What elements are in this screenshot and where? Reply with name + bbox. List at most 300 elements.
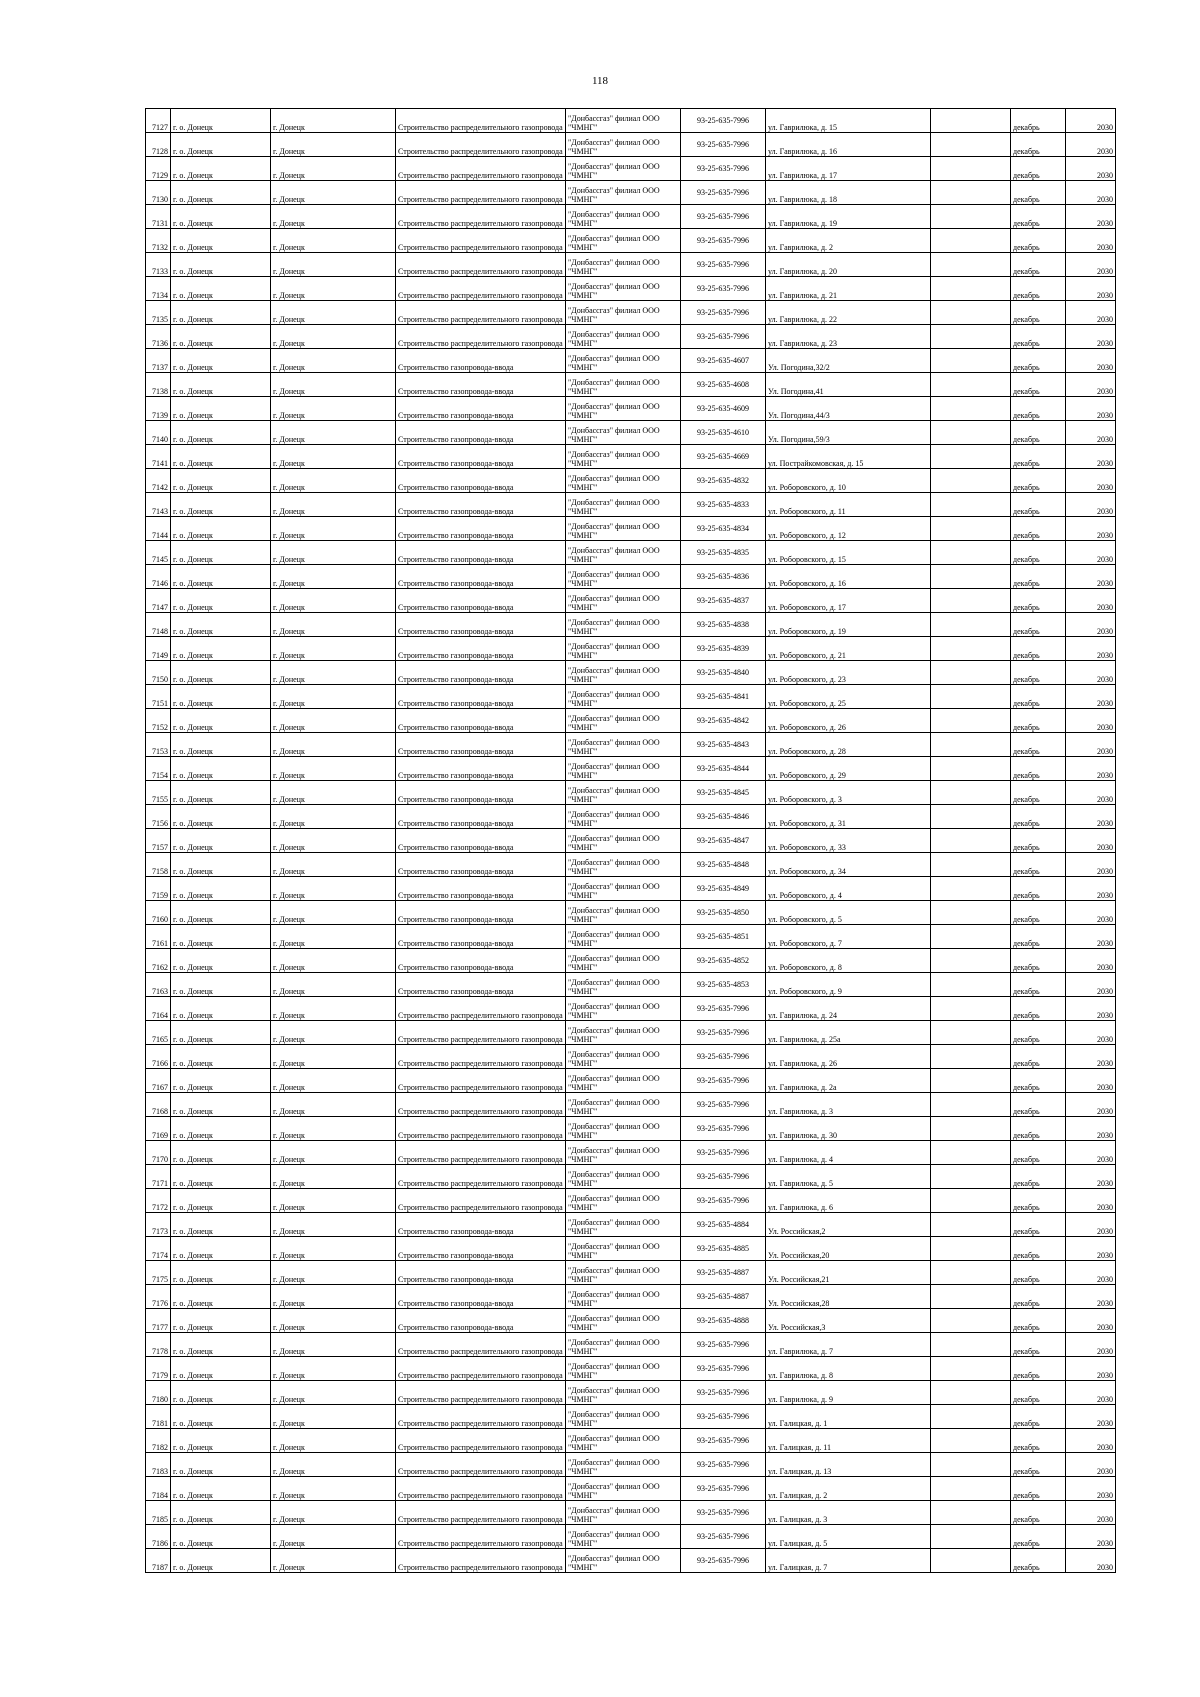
extra-cell <box>931 1405 1011 1429</box>
district-cell: г. о. Донецк <box>171 133 271 157</box>
row-number-cell: 7127 <box>146 109 171 133</box>
work-type-cell: Строительство газопровода-ввода <box>396 853 566 877</box>
settlement-cell: г. Донецк <box>271 1285 396 1309</box>
settlement-cell: г. Донецк <box>271 421 396 445</box>
object-code-cell: 93-25-635-4834 <box>681 517 766 541</box>
year-cell: 2030 <box>1066 277 1116 301</box>
row-number-cell: 7163 <box>146 973 171 997</box>
organization-cell: "Донбассгаз" филиал ООО "ЧМНГ" <box>566 1117 681 1141</box>
table-row <box>146 1117 1116 1141</box>
table-row <box>146 493 1116 517</box>
object-code-cell: 93-25-635-4832 <box>681 469 766 493</box>
object-code-cell: 93-25-635-7996 <box>681 253 766 277</box>
address-cell: ул. Гаврилюка, д. 3 <box>766 1093 931 1117</box>
table-row <box>146 1021 1116 1045</box>
row-number-cell: 7186 <box>146 1525 171 1549</box>
settlement-cell: г. Донецк <box>271 1429 396 1453</box>
row-number-cell: 7134 <box>146 277 171 301</box>
table-row <box>146 1333 1116 1357</box>
year-cell: 2030 <box>1066 1405 1116 1429</box>
work-type-cell: Строительство распределительного газопровода <box>396 133 566 157</box>
month-cell: декабрь <box>1011 829 1066 853</box>
address-cell: Ул. Российская,20 <box>766 1237 931 1261</box>
settlement-cell: г. Донецк <box>271 853 396 877</box>
object-code-cell: 93-25-635-7996 <box>681 1045 766 1069</box>
district-cell: г. о. Донецк <box>171 733 271 757</box>
work-type-cell: Строительство распределительного газопровода <box>396 1117 566 1141</box>
extra-cell <box>931 1333 1011 1357</box>
year-cell: 2030 <box>1066 133 1116 157</box>
settlement-cell: г. Донецк <box>271 469 396 493</box>
year-cell: 2030 <box>1066 757 1116 781</box>
organization-cell: "Донбассгаз" филиал ООО "ЧМНГ" <box>566 805 681 829</box>
month-cell: декабрь <box>1011 205 1066 229</box>
month-cell: декабрь <box>1011 1045 1066 1069</box>
extra-cell <box>931 853 1011 877</box>
district-cell: г. о. Донецк <box>171 1525 271 1549</box>
year-cell: 2030 <box>1066 565 1116 589</box>
year-cell: 2030 <box>1066 1141 1116 1165</box>
district-cell: г. о. Донецк <box>171 1405 271 1429</box>
object-code-cell: 93-25-635-4840 <box>681 661 766 685</box>
object-code-cell: 93-25-635-7996 <box>681 133 766 157</box>
object-code-cell: 93-25-635-4669 <box>681 445 766 469</box>
extra-cell <box>931 133 1011 157</box>
address-cell: ул. Гаврилюка, д. 2 <box>766 229 931 253</box>
table-row <box>146 1237 1116 1261</box>
district-cell: г. о. Донецк <box>171 205 271 229</box>
row-number-cell: 7175 <box>146 1261 171 1285</box>
table-row <box>146 349 1116 373</box>
extra-cell <box>931 997 1011 1021</box>
month-cell: декабрь <box>1011 1549 1066 1573</box>
row-number-cell: 7130 <box>146 181 171 205</box>
year-cell: 2030 <box>1066 709 1116 733</box>
organization-cell: "Донбассгаз" филиал ООО "ЧМНГ" <box>566 253 681 277</box>
work-type-cell: Строительство газопровода-ввода <box>396 637 566 661</box>
object-code-cell: 93-25-635-4836 <box>681 565 766 589</box>
address-cell: ул. Галицкая, д. 7 <box>766 1549 931 1573</box>
settlement-cell: г. Донецк <box>271 1477 396 1501</box>
month-cell: декабрь <box>1011 133 1066 157</box>
organization-cell: "Донбассгаз" филиал ООО "ЧМНГ" <box>566 829 681 853</box>
address-cell: ул. Гаврилюка, д. 23 <box>766 325 931 349</box>
object-code-cell: 93-25-635-7996 <box>681 1189 766 1213</box>
work-type-cell: Строительство газопровода-ввода <box>396 565 566 589</box>
organization-cell: "Донбассгаз" филиал ООО "ЧМНГ" <box>566 709 681 733</box>
work-type-cell: Строительство распределительного газопровода <box>396 253 566 277</box>
month-cell: декабрь <box>1011 1429 1066 1453</box>
row-number-cell: 7132 <box>146 229 171 253</box>
district-cell: г. о. Донецк <box>171 157 271 181</box>
row-number-cell: 7151 <box>146 685 171 709</box>
settlement-cell: г. Донецк <box>271 349 396 373</box>
month-cell: декабрь <box>1011 1285 1066 1309</box>
work-type-cell: Строительство газопровода-ввода <box>396 1237 566 1261</box>
month-cell: декабрь <box>1011 733 1066 757</box>
address-cell: Ул. Российская,3 <box>766 1309 931 1333</box>
object-code-cell: 93-25-635-4846 <box>681 805 766 829</box>
address-cell: Ул. Погодина,32/2 <box>766 349 931 373</box>
row-number-cell: 7146 <box>146 565 171 589</box>
year-cell: 2030 <box>1066 853 1116 877</box>
settlement-cell: г. Донецк <box>271 109 396 133</box>
month-cell: декабрь <box>1011 109 1066 133</box>
settlement-cell: г. Донецк <box>271 1261 396 1285</box>
row-number-cell: 7170 <box>146 1141 171 1165</box>
month-cell: декабрь <box>1011 1189 1066 1213</box>
table-row <box>146 1261 1116 1285</box>
organization-cell: "Донбассгаз" филиал ООО "ЧМНГ" <box>566 397 681 421</box>
extra-cell <box>931 949 1011 973</box>
address-cell: ул. Гаврилюка, д. 4 <box>766 1141 931 1165</box>
district-cell: г. о. Донецк <box>171 829 271 853</box>
organization-cell: "Донбассгаз" филиал ООО "ЧМНГ" <box>566 1165 681 1189</box>
row-number-cell: 7183 <box>146 1453 171 1477</box>
table-row <box>146 781 1116 805</box>
extra-cell <box>931 973 1011 997</box>
address-cell: ул. Гаврилюка, д. 17 <box>766 157 931 181</box>
address-cell: Ул. Российская,21 <box>766 1261 931 1285</box>
settlement-cell: г. Донецк <box>271 1309 396 1333</box>
extra-cell <box>931 493 1011 517</box>
row-number-cell: 7153 <box>146 733 171 757</box>
work-type-cell: Строительство газопровода-ввода <box>396 781 566 805</box>
object-code-cell: 93-25-635-7996 <box>681 277 766 301</box>
extra-cell <box>931 421 1011 445</box>
district-cell: г. о. Донецк <box>171 109 271 133</box>
year-cell: 2030 <box>1066 301 1116 325</box>
object-code-cell: 93-25-635-4835 <box>681 541 766 565</box>
row-number-cell: 7178 <box>146 1333 171 1357</box>
row-number-cell: 7131 <box>146 205 171 229</box>
work-type-cell: Строительство газопровода-ввода <box>396 589 566 613</box>
row-number-cell: 7174 <box>146 1237 171 1261</box>
work-type-cell: Строительство распределительного газопровода <box>396 1453 566 1477</box>
district-cell: г. о. Донецк <box>171 1021 271 1045</box>
row-number-cell: 7171 <box>146 1165 171 1189</box>
month-cell: декабрь <box>1011 229 1066 253</box>
extra-cell <box>931 661 1011 685</box>
month-cell: декабрь <box>1011 157 1066 181</box>
extra-cell <box>931 229 1011 253</box>
address-cell: ул. Гаврилюка, д. 8 <box>766 1357 931 1381</box>
table-row <box>146 1381 1116 1405</box>
work-type-cell: Строительство распределительного газопровода <box>396 1501 566 1525</box>
organization-cell: "Донбассгаз" филиал ООО "ЧМНГ" <box>566 1093 681 1117</box>
settlement-cell: г. Донецк <box>271 373 396 397</box>
address-cell: ул. Гаврилюка, д. 19 <box>766 205 931 229</box>
row-number-cell: 7154 <box>146 757 171 781</box>
year-cell: 2030 <box>1066 1357 1116 1381</box>
row-number-cell: 7150 <box>146 661 171 685</box>
table-row <box>146 1453 1116 1477</box>
table-row <box>146 1477 1116 1501</box>
row-number-cell: 7129 <box>146 157 171 181</box>
row-number-cell: 7180 <box>146 1381 171 1405</box>
work-type-cell: Строительство газопровода-ввода <box>396 685 566 709</box>
district-cell: г. о. Донецк <box>171 1237 271 1261</box>
object-code-cell: 93-25-635-7996 <box>681 1141 766 1165</box>
row-number-cell: 7172 <box>146 1189 171 1213</box>
extra-cell <box>931 1165 1011 1189</box>
organization-cell: "Донбассгаз" филиал ООО "ЧМНГ" <box>566 1333 681 1357</box>
table-row <box>146 589 1116 613</box>
row-number-cell: 7168 <box>146 1093 171 1117</box>
month-cell: декабрь <box>1011 853 1066 877</box>
address-cell: ул. Гаврилюка, д. 24 <box>766 997 931 1021</box>
district-cell: г. о. Донецк <box>171 1165 271 1189</box>
extra-cell <box>931 1117 1011 1141</box>
year-cell: 2030 <box>1066 661 1116 685</box>
address-cell: ул. Гаврилюка, д. 6 <box>766 1189 931 1213</box>
work-type-cell: Строительство распределительного газопровода <box>396 997 566 1021</box>
table-row <box>146 277 1116 301</box>
organization-cell: "Донбассгаз" филиал ООО "ЧМНГ" <box>566 613 681 637</box>
organization-cell: "Донбассгаз" филиал ООО "ЧМНГ" <box>566 1069 681 1093</box>
district-cell: г. о. Донецк <box>171 661 271 685</box>
object-code-cell: 93-25-635-7996 <box>681 1069 766 1093</box>
organization-cell: "Донбассгаз" филиал ООО "ЧМНГ" <box>566 325 681 349</box>
work-type-cell: Строительство распределительного газопровода <box>396 109 566 133</box>
row-number-cell: 7128 <box>146 133 171 157</box>
row-number-cell: 7142 <box>146 469 171 493</box>
district-cell: г. о. Донецк <box>171 877 271 901</box>
row-number-cell: 7136 <box>146 325 171 349</box>
year-cell: 2030 <box>1066 1021 1116 1045</box>
row-number-cell: 7155 <box>146 781 171 805</box>
work-type-cell: Строительство газопровода-ввода <box>396 805 566 829</box>
extra-cell <box>931 1261 1011 1285</box>
year-cell: 2030 <box>1066 1381 1116 1405</box>
extra-cell <box>931 1069 1011 1093</box>
row-number-cell: 7152 <box>146 709 171 733</box>
work-type-cell: Строительство газопровода-ввода <box>396 613 566 637</box>
organization-cell: "Донбассгаз" филиал ООО "ЧМНГ" <box>566 1429 681 1453</box>
extra-cell <box>931 181 1011 205</box>
organization-cell: "Донбассгаз" филиал ООО "ЧМНГ" <box>566 781 681 805</box>
month-cell: декабрь <box>1011 325 1066 349</box>
address-cell: ул. Роборовского, д. 3 <box>766 781 931 805</box>
settlement-cell: г. Донецк <box>271 781 396 805</box>
organization-cell: "Донбассгаз" филиал ООО "ЧМНГ" <box>566 1477 681 1501</box>
month-cell: декабрь <box>1011 1117 1066 1141</box>
object-code-cell: 93-25-635-7996 <box>681 1381 766 1405</box>
organization-cell: "Донбассгаз" филиал ООО "ЧМНГ" <box>566 733 681 757</box>
address-cell: Ул. Российская,28 <box>766 1285 931 1309</box>
year-cell: 2030 <box>1066 325 1116 349</box>
extra-cell <box>931 1525 1011 1549</box>
settlement-cell: г. Донецк <box>271 661 396 685</box>
work-type-cell: Строительство газопровода-ввода <box>396 421 566 445</box>
month-cell: декабрь <box>1011 277 1066 301</box>
table-row <box>146 301 1116 325</box>
table-row <box>146 661 1116 685</box>
district-cell: г. о. Донецк <box>171 781 271 805</box>
table-row <box>146 541 1116 565</box>
district-cell: г. о. Донецк <box>171 1045 271 1069</box>
object-code-cell: 93-25-635-7996 <box>681 1549 766 1573</box>
extra-cell <box>931 1021 1011 1045</box>
work-type-cell: Строительство распределительного газопровода <box>396 181 566 205</box>
table-row <box>146 1189 1116 1213</box>
settlement-cell: г. Донецк <box>271 1045 396 1069</box>
month-cell: декабрь <box>1011 613 1066 637</box>
year-cell: 2030 <box>1066 1477 1116 1501</box>
month-cell: декабрь <box>1011 1165 1066 1189</box>
year-cell: 2030 <box>1066 973 1116 997</box>
year-cell: 2030 <box>1066 109 1116 133</box>
table-row <box>146 205 1116 229</box>
row-number-cell: 7179 <box>146 1357 171 1381</box>
object-code-cell: 93-25-635-7996 <box>681 109 766 133</box>
year-cell: 2030 <box>1066 1453 1116 1477</box>
year-cell: 2030 <box>1066 805 1116 829</box>
row-number-cell: 7169 <box>146 1117 171 1141</box>
month-cell: декабрь <box>1011 301 1066 325</box>
extra-cell <box>931 637 1011 661</box>
settlement-cell: г. Донецк <box>271 397 396 421</box>
organization-cell: "Донбассгаз" филиал ООО "ЧМНГ" <box>566 229 681 253</box>
district-cell: г. о. Донецк <box>171 1453 271 1477</box>
settlement-cell: г. Донецк <box>271 973 396 997</box>
extra-cell <box>931 709 1011 733</box>
organization-cell: "Донбассгаз" филиал ООО "ЧМНГ" <box>566 949 681 973</box>
district-cell: г. о. Донецк <box>171 1381 271 1405</box>
organization-cell: "Донбассгаз" филиал ООО "ЧМНГ" <box>566 277 681 301</box>
address-cell: Ул. Погодина,41 <box>766 373 931 397</box>
work-type-cell: Строительство распределительного газопровода <box>396 277 566 301</box>
table-row <box>146 157 1116 181</box>
work-type-cell: Строительство газопровода-ввода <box>396 877 566 901</box>
year-cell: 2030 <box>1066 1189 1116 1213</box>
object-code-cell: 93-25-635-7996 <box>681 1477 766 1501</box>
table-row <box>146 1429 1116 1453</box>
month-cell: декабрь <box>1011 901 1066 925</box>
organization-cell: "Донбассгаз" филиал ООО "ЧМНГ" <box>566 901 681 925</box>
extra-cell <box>931 1357 1011 1381</box>
table-row <box>146 325 1116 349</box>
object-code-cell: 93-25-635-7996 <box>681 1165 766 1189</box>
year-cell: 2030 <box>1066 1237 1116 1261</box>
object-code-cell: 93-25-635-4833 <box>681 493 766 517</box>
district-cell: г. о. Донецк <box>171 757 271 781</box>
page-number: 118 <box>591 75 609 87</box>
object-code-cell: 93-25-635-4850 <box>681 901 766 925</box>
district-cell: г. о. Донецк <box>171 541 271 565</box>
year-cell: 2030 <box>1066 1309 1116 1333</box>
year-cell: 2030 <box>1066 349 1116 373</box>
address-cell: ул. Гаврилюка, д. 26 <box>766 1045 931 1069</box>
month-cell: декабрь <box>1011 685 1066 709</box>
address-cell: ул. Гаврилюка, д. 21 <box>766 277 931 301</box>
row-number-cell: 7135 <box>146 301 171 325</box>
organization-cell: "Донбассгаз" филиал ООО "ЧМНГ" <box>566 997 681 1021</box>
work-type-cell: Строительство распределительного газопровода <box>396 1405 566 1429</box>
year-cell: 2030 <box>1066 469 1116 493</box>
settlement-cell: г. Донецк <box>271 685 396 709</box>
settlement-cell: г. Донецк <box>271 613 396 637</box>
row-number-cell: 7138 <box>146 373 171 397</box>
row-number-cell: 7173 <box>146 1213 171 1237</box>
table-row <box>146 1525 1116 1549</box>
table-row <box>146 1045 1116 1069</box>
organization-cell: "Донбассгаз" филиал ООО "ЧМНГ" <box>566 661 681 685</box>
month-cell: декабрь <box>1011 445 1066 469</box>
table-row <box>146 997 1116 1021</box>
month-cell: декабрь <box>1011 1093 1066 1117</box>
extra-cell <box>931 541 1011 565</box>
year-cell: 2030 <box>1066 949 1116 973</box>
district-cell: г. о. Донецк <box>171 1141 271 1165</box>
extra-cell <box>931 565 1011 589</box>
address-cell: ул. Галицкая, д. 11 <box>766 1429 931 1453</box>
table-row <box>146 901 1116 925</box>
extra-cell <box>931 1309 1011 1333</box>
extra-cell <box>931 589 1011 613</box>
organization-cell: "Донбассгаз" филиал ООО "ЧМНГ" <box>566 1309 681 1333</box>
address-cell: ул. Роборовского, д. 28 <box>766 733 931 757</box>
district-cell: г. о. Донецк <box>171 397 271 421</box>
year-cell: 2030 <box>1066 253 1116 277</box>
object-code-cell: 93-25-635-4884 <box>681 1213 766 1237</box>
work-type-cell: Строительство газопровода-ввода <box>396 709 566 733</box>
organization-cell: "Донбассгаз" филиал ООО "ЧМНГ" <box>566 1549 681 1573</box>
table-row <box>146 925 1116 949</box>
object-code-cell: 93-25-635-4847 <box>681 829 766 853</box>
year-cell: 2030 <box>1066 1429 1116 1453</box>
settlement-cell: г. Донецк <box>271 157 396 181</box>
settlement-cell: г. Донецк <box>271 901 396 925</box>
month-cell: декабрь <box>1011 373 1066 397</box>
month-cell: декабрь <box>1011 1333 1066 1357</box>
table-row <box>146 397 1116 421</box>
work-type-cell: Строительство распределительного газопровода <box>396 1525 566 1549</box>
table-row <box>146 1549 1116 1573</box>
settlement-cell: г. Донецк <box>271 877 396 901</box>
settlement-cell: г. Донецк <box>271 541 396 565</box>
year-cell: 2030 <box>1066 229 1116 253</box>
organization-cell: "Донбассгаз" филиал ООО "ЧМНГ" <box>566 853 681 877</box>
month-cell: декабрь <box>1011 781 1066 805</box>
month-cell: декабрь <box>1011 1477 1066 1501</box>
settlement-cell: г. Донецк <box>271 1381 396 1405</box>
extra-cell <box>931 517 1011 541</box>
year-cell: 2030 <box>1066 829 1116 853</box>
organization-cell: "Донбассгаз" филиал ООО "ЧМНГ" <box>566 1381 681 1405</box>
work-type-cell: Строительство газопровода-ввода <box>396 517 566 541</box>
object-code-cell: 93-25-635-4851 <box>681 925 766 949</box>
extra-cell <box>931 805 1011 829</box>
organization-cell: "Донбассгаз" филиал ООО "ЧМНГ" <box>566 1237 681 1261</box>
work-type-cell: Строительство газопровода-ввода <box>396 1309 566 1333</box>
settlement-cell: г. Донецк <box>271 229 396 253</box>
district-cell: г. о. Донецк <box>171 277 271 301</box>
year-cell: 2030 <box>1066 997 1116 1021</box>
work-type-cell: Строительство распределительного газопровода <box>396 205 566 229</box>
work-type-cell: Строительство распределительного газопровода <box>396 1021 566 1045</box>
row-number-cell: 7144 <box>146 517 171 541</box>
settlement-cell: г. Донецк <box>271 805 396 829</box>
row-number-cell: 7141 <box>146 445 171 469</box>
month-cell: декабрь <box>1011 397 1066 421</box>
extra-cell <box>931 877 1011 901</box>
extra-cell <box>931 1501 1011 1525</box>
table-row <box>146 829 1116 853</box>
settlement-cell: г. Донецк <box>271 1093 396 1117</box>
district-cell: г. о. Донецк <box>171 1189 271 1213</box>
district-cell: г. о. Донецк <box>171 1069 271 1093</box>
